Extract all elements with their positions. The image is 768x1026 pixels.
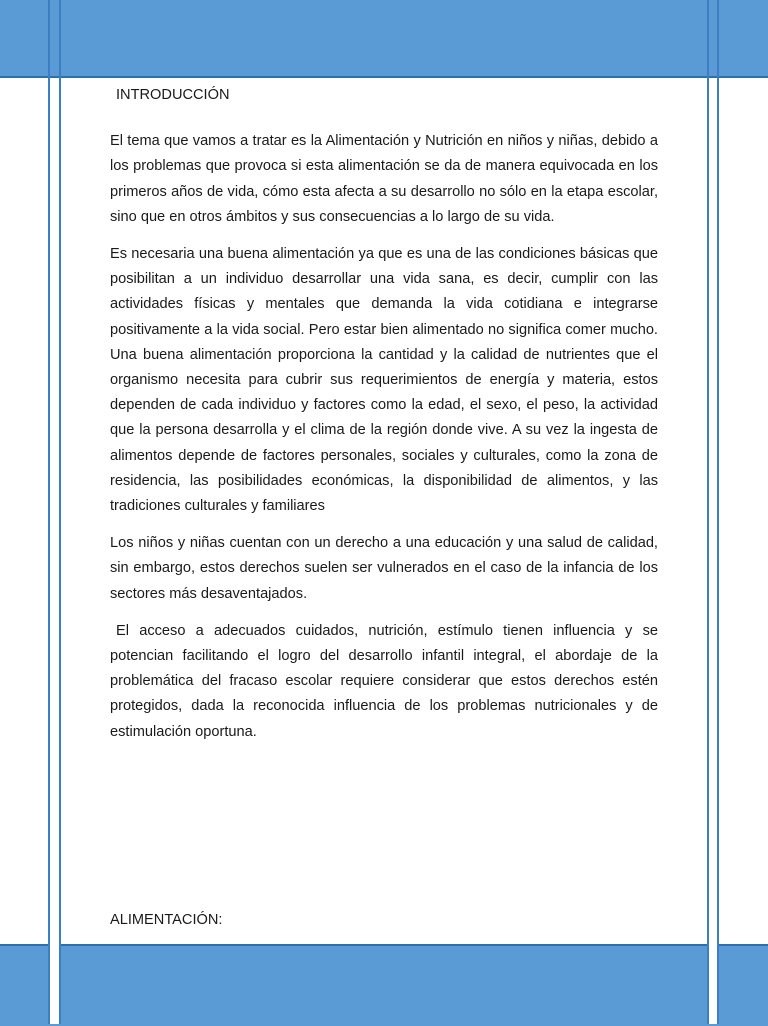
document-title: INTRODUCCIÓN [116, 87, 230, 103]
frame-line-right-inner [707, 0, 709, 1024]
paragraph-4: El acceso a adecuados cuidados, nutrición, estímulo tienen influencia y se potencian facilitando el logro del desarrollo infantil integral, el abordaje de la problemática del fracaso escolar requiere considerar que estos derechos estén protegidos, dada la reconocida influencia de los problemas nutricionales y de estimulación oportuna. [110, 622, 658, 740]
footer-gap-right [709, 944, 717, 1024]
frame-line-left-inner [59, 0, 61, 1024]
paragraph-3: Los niños y niñas cuentan con un derecho a una educación y una salud de calidad, sin embargo, estos derechos suelen ser vulnerados en el caso de la infancia de los sectores más desaventajados. [110, 535, 658, 602]
section-heading: ALIMENTACIÓN: [110, 912, 223, 928]
footer-band [0, 944, 768, 1026]
document-body [110, 83, 658, 757]
paragraph-2: Es necesaria una buena alimentación ya que es una de las condiciones básicas que posibilitan a un individuo desarrollar una vida sana, es decir, cumplir con las actividades físicas y mentales que demanda la vida cotidiana e integrarse positivamente a la vida social. Pero estar bien alimentado no significa comer mucho. Una buena alimentación proporciona la cantidad y la calidad de nutrientes que el organismo necesita para cubrir sus requerimientos de energía y materia, estos dependen de cada individuo y factores como la edad, el sexo, el peso, la actividad que la persona desarrolla y el clima de la región donde vive. A su vez la ingesta de alimentos depende de factores personales, sociales y culturales, como la zona de residencia, las posibilidades económicas, la disponibilidad de alimentos, y las tradiciones culturales y familiares [110, 246, 658, 515]
header-band [0, 0, 768, 78]
frame-line-left-outer [48, 0, 50, 1024]
footer-gap-left [50, 944, 59, 1024]
paragraph-1: El tema que vamos a tratar es la Alimentación y Nutrición en niños y niñas, debido a los problemas que provoca si esta alimentación se da de manera equivocada en los primeros años de vida, cómo esta afecta a su desarrollo no sólo en la etapa escolar, sino que en otros ámbitos y sus consecuencias a lo largo de su vida. [110, 133, 658, 225]
frame-line-right-outer [717, 0, 719, 1024]
